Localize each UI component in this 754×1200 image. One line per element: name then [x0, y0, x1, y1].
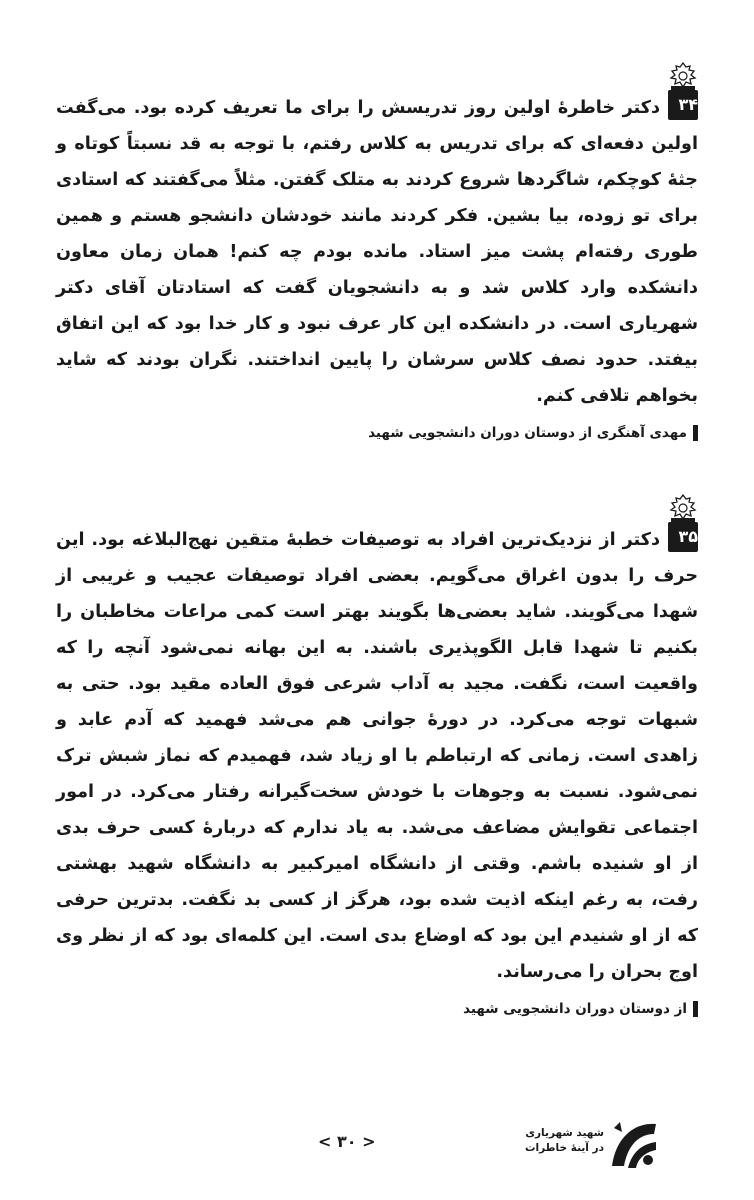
page-number: < ۳۰ >	[318, 1132, 376, 1151]
attribution-text: از دوستان دوران دانشجویی شهید	[463, 1001, 687, 1017]
memoir-text	[56, 62, 698, 414]
memoir-number: ۳۵	[678, 527, 698, 546]
memoir-text	[56, 494, 698, 990]
memoir-number: ۳۴	[678, 95, 698, 114]
memoir-body: دکتر خاطرهٔ اولین روز تدریسش را برای ما تعریف کرده بود. می‌گفت اولین دفعه‌ای که برای تدریس به کلاس رفتم، با توجه به قد نسبتاً کوتاه و جثهٔ کوچکم، شاگردها شروع کردند به متلک گفتن. مثلاً می‌گفتند که استادی برای تو زوده، بیا بشین. فکر کردند مانند خودشان دانشجو هستم و همین طوری رفته‌ام پشت میز استاد. مانده بودم چه کنم! همان زمان معاون دانشکده وارد کلاس شد و به دانشجویان گفت که استادتان آقای دکتر شهریاری است. در دانشکده این کار عرف نبود و کار خدا بود که این اتفاق بیفتد. حدود نصف کلاس سرشان را پایین انداختند. نگران بودند که شاید بخواهم تلافی کنم.	[56, 98, 698, 406]
book-logo-icon	[606, 1116, 662, 1174]
page-footer	[0, 1118, 754, 1178]
attribution-text: مهدی آهنگری از دوستان دوران دانشجویی شهید	[368, 425, 687, 441]
memoir-number-badge	[668, 522, 698, 552]
memoir-34	[56, 62, 698, 444]
book-title-line2: در آینهٔ خاطرات	[524, 1142, 604, 1154]
memoir-attribution	[56, 998, 698, 1020]
attribution-bar	[693, 425, 698, 441]
memoir-number-badge	[668, 90, 698, 120]
book-title	[514, 1126, 604, 1156]
ornament-icon	[668, 62, 698, 90]
memoir-35	[56, 494, 698, 1020]
attribution-bar	[693, 1001, 698, 1017]
book-title-line1: شهید شهریاری	[525, 1127, 604, 1139]
memoir-body: دکتر از نزدیک‌ترین افراد به توصیفات خطبهٔ متقین نهج‌البلاغه بود. این حرف را بدون اغراق می‌گویم. بعضی افراد توصیفات عجیب و غریبی از شهدا می‌گویند. شاید بعضی‌ها بگویند بهتر است کمی مراعات مخاطبان را بکنیم تا شهدا قابل الگوپذیری باشند. به این بهانه نمی‌شود آنچه را که واقعیت است، نگفت. مجید به آداب شرعی فوق العاده مقید بود. حتی به شبهات توجه می‌کرد. در دورهٔ جوانی هم می‌شد فهمید که آدم عابد و زاهدی است. زمانی که ارتباطم با او زیاد شد، فهمیدم که نماز شبش ترک نمی‌شود. نسبت به وجوهات با خودش سخت‌گیرانه رفتار می‌کرد. در امور اجتماعی تقوایش مضاعف می‌شد. به یاد ندارم که دربارهٔ کسی حرف بدی از او شنیده باشم. وقتی از دانشگاه امیرکبیر به دانشگاه شهید بهشتی رفت، به رغم اینکه اذیت شده بود، هرگز از کسی بد نگفت. بدترین حرفی که از او شنیدم این بود که اوضاع بدی است. این کلمه‌ای بود که از نظر وی اوج بحران را می‌رساند.	[56, 530, 698, 982]
ornament-icon	[668, 494, 698, 522]
memoir-attribution	[56, 422, 698, 444]
